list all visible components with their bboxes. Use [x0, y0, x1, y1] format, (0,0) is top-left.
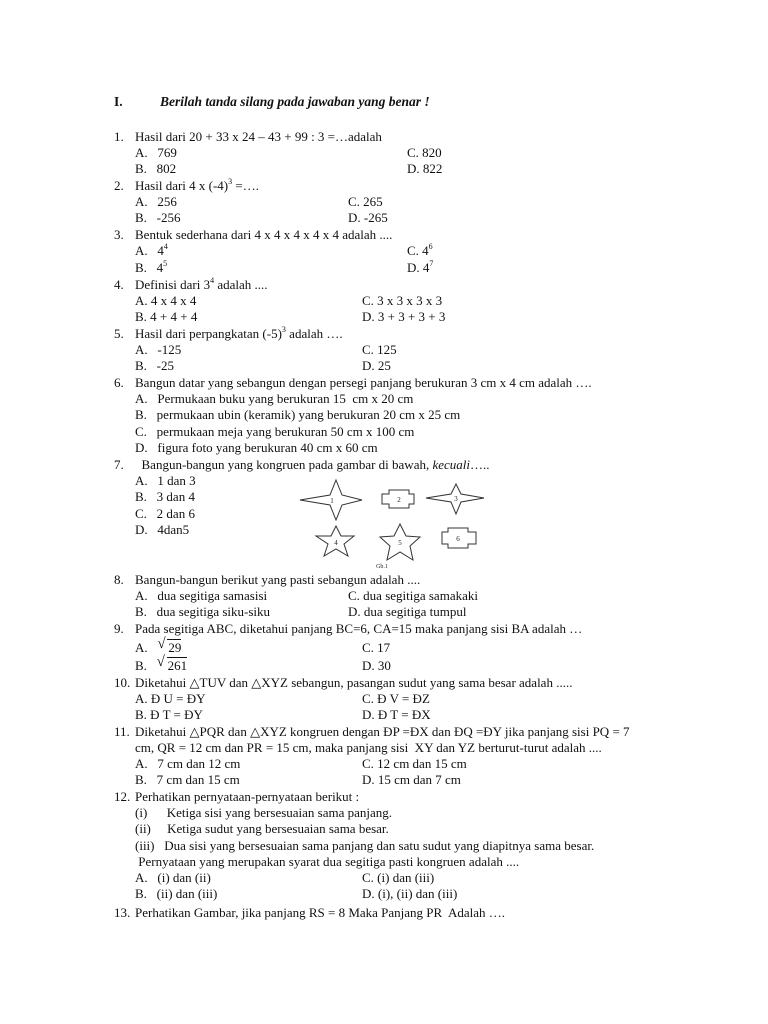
- q11-option-d[interactable]: D. 15 cm dan 7 cm: [362, 772, 461, 787]
- q3-option-c[interactable]: C. $4^6$: [407, 242, 433, 258]
- q5-option-c[interactable]: C. 125: [362, 342, 397, 357]
- q3-number: 3.: [114, 227, 124, 242]
- q11-number: 11.: [114, 724, 130, 739]
- q12-option-b[interactable]: B. (ii) dan (iii): [135, 886, 218, 901]
- q7-figure: [296, 478, 486, 570]
- q1-option-b[interactable]: B. 802: [135, 161, 177, 176]
- q7-number: 7.: [114, 457, 124, 472]
- q1-option-d[interactable]: D. 822: [407, 161, 443, 176]
- q8-number: 8.: [114, 572, 124, 587]
- shape-label-5: 5: [398, 539, 402, 547]
- q3-option-d[interactable]: D. $4^7$: [407, 259, 434, 275]
- q11-option-c[interactable]: C. 12 cm dan 15 cm: [362, 756, 467, 771]
- q8-option-a[interactable]: A. dua segitiga samasisi: [135, 588, 268, 603]
- shape-label-2: 2: [397, 496, 401, 504]
- q6-number: 6.: [114, 375, 124, 390]
- q11-text-cont: cm, QR = 12 cm dan PR = 15 cm, maka panjang sisi XY dan YZ berturut-turut adalah ....: [135, 740, 602, 755]
- q11-option-a[interactable]: A. 7 cm dan 12 cm: [135, 756, 241, 771]
- q9-option-c[interactable]: C. 17: [362, 640, 391, 655]
- q4-option-d[interactable]: D. 3 + 3 + 3 + 3: [362, 309, 446, 324]
- q13-text: Perhatikan Gambar, jika panjang RS = 8 Maka Panjang PR Adalah ….: [135, 905, 506, 920]
- q11-text: Diketahui △PQR dan △XYZ kongruen dengan ÐP =ÐX dan ÐQ =ÐY jika panjang sisi PQ = 7: [135, 724, 630, 739]
- q8-option-c[interactable]: C. dua segitiga samakaki: [348, 588, 478, 603]
- section-number: I.: [114, 94, 123, 109]
- shape-label-4: 4: [334, 539, 338, 547]
- q7-option-a[interactable]: A. 1 dan 3: [135, 473, 196, 488]
- q3-text: Bentuk sederhana dari 4 x 4 x 4 x 4 x 4 adalah ....: [135, 227, 393, 242]
- shape-label-6: 6: [456, 535, 460, 543]
- q9-option-b[interactable]: B. √ 261: [135, 654, 188, 673]
- q6-option-c[interactable]: C. permukaan meja yang berukuran 50 cm x 100 cm: [135, 424, 415, 439]
- q4-option-b[interactable]: B. 4 + 4 + 4: [135, 309, 198, 324]
- q1-option-c[interactable]: C. 820: [407, 145, 442, 160]
- q8-option-d[interactable]: D. dua segitiga tumpul: [348, 604, 467, 619]
- q12-option-a[interactable]: A. (i) dan (ii): [135, 870, 211, 885]
- q12-statement-iii: (iii) Dua sisi yang bersesuaian sama panjang dan satu sudut yang diapitnya sama besar.: [135, 838, 595, 853]
- q6-option-b[interactable]: B. permukaan ubin (keramik) yang berukuran 20 cm x 25 cm: [135, 407, 461, 422]
- q3-option-b[interactable]: B. $4^5$: [135, 259, 168, 275]
- q9-text: Pada segitiga ABC, diketahui panjang BC=6, CA=15 maka panjang sisi BA adalah …: [135, 621, 583, 636]
- q2-option-b[interactable]: B. -256: [135, 210, 181, 225]
- q6-option-d[interactable]: D. figura foto yang berukuran 40 cm x 60 cm: [135, 440, 378, 455]
- q2-text: Hasil dari 4 x $(-4)^3$ =….: [135, 177, 259, 193]
- q13-number: 13.: [114, 905, 131, 920]
- q10-option-b[interactable]: B. Ð T = ÐY: [135, 707, 203, 722]
- q10-option-a[interactable]: A. Ð U = ÐY: [135, 691, 206, 706]
- q12-option-d[interactable]: D. (i), (ii) dan (iii): [362, 886, 458, 901]
- sqrt-symbol: √ 29: [157, 636, 182, 655]
- q9-option-d[interactable]: D. 30: [362, 658, 391, 673]
- q12-statement-ii: (ii) Ketiga sudut yang bersesuaian sama besar.: [135, 821, 389, 836]
- q5-number: 5.: [114, 326, 124, 341]
- section-title: Berilah tanda silang pada jawaban yang benar !: [160, 94, 430, 109]
- q9-option-a[interactable]: A. √ 29: [135, 636, 182, 655]
- q7-option-c[interactable]: C. 2 dan 6: [135, 506, 195, 521]
- q2-option-d[interactable]: D. -265: [348, 210, 388, 225]
- q5-option-d[interactable]: D. 25: [362, 358, 391, 373]
- figure-caption: Gb.1: [376, 564, 388, 570]
- q12-text: Perhatikan pernyataan-pernyataan berikut :: [135, 789, 360, 804]
- q3-option-a[interactable]: A. $4^4$: [135, 242, 168, 258]
- q4-option-a[interactable]: A. 4 x 4 x 4: [135, 293, 197, 308]
- q12-option-c[interactable]: C. (i) dan (iii): [362, 870, 435, 885]
- q5-option-a[interactable]: A. -125: [135, 342, 182, 357]
- shape-label-3: 3: [454, 495, 458, 503]
- q2-option-a[interactable]: A. 256: [135, 194, 177, 209]
- q2-number: 2.: [114, 178, 124, 193]
- q4-text: Definisi dari $3^4$ adalah ....: [135, 276, 268, 292]
- q1-number: 1.: [114, 129, 124, 144]
- q4-option-c[interactable]: C. 3 x 3 x 3 x 3: [362, 293, 443, 308]
- q10-option-d[interactable]: D. Ð T = ÐX: [362, 707, 431, 722]
- q1-option-a[interactable]: A. 769: [135, 145, 177, 160]
- q2-option-c[interactable]: C. 265: [348, 194, 383, 209]
- q12-number: 12.: [114, 789, 131, 804]
- q12-statement-i: (i) Ketiga sisi yang bersesuaian sama panjang.: [135, 805, 393, 820]
- q9-number: 9.: [114, 621, 124, 636]
- q8-option-b[interactable]: B. dua segitiga siku-siku: [135, 604, 271, 619]
- q10-number: 10.: [114, 675, 131, 690]
- q5-option-b[interactable]: B. -25: [135, 358, 174, 373]
- q5-text: Hasil dari perpangkatan $(-5)^3$ adalah ….: [135, 325, 343, 341]
- q1-text: Hasil dari 20 + 33 x 24 – 43 + 99 : 3 =…adalah: [135, 129, 382, 144]
- q7-option-b[interactable]: B. 3 dan 4: [135, 489, 195, 504]
- q6-option-a[interactable]: A. Permukaan buku yang berukuran 15 cm x 20 cm: [135, 391, 414, 406]
- q7-option-d[interactable]: D. 4dan5: [135, 522, 190, 537]
- q8-text: Bangun-bangun berikut yang pasti sebangun adalah ....: [135, 572, 421, 587]
- q11-option-b[interactable]: B. 7 cm dan 15 cm: [135, 772, 240, 787]
- shape-label-1: 1: [330, 497, 334, 505]
- q10-option-c[interactable]: C. Ð V = ÐZ: [362, 691, 430, 706]
- q6-text: Bangun datar yang sebangun dengan persegi panjang berukuran 3 cm x 4 cm adalah ….: [135, 375, 592, 390]
- sqrt-symbol: √ 261: [156, 654, 188, 673]
- q7-text: Bangun-bangun yang kongruen pada gambar di bawah, kecuali…..: [135, 457, 490, 472]
- q4-number: 4.: [114, 277, 124, 292]
- q12-text-cont: Pernyataan yang merupakan syarat dua segitiga pasti kongruen adalah ....: [135, 854, 520, 869]
- q10-text: Diketahui △TUV dan △XYZ sebangun, pasangan sudut yang sama besar adalah .....: [135, 675, 573, 690]
